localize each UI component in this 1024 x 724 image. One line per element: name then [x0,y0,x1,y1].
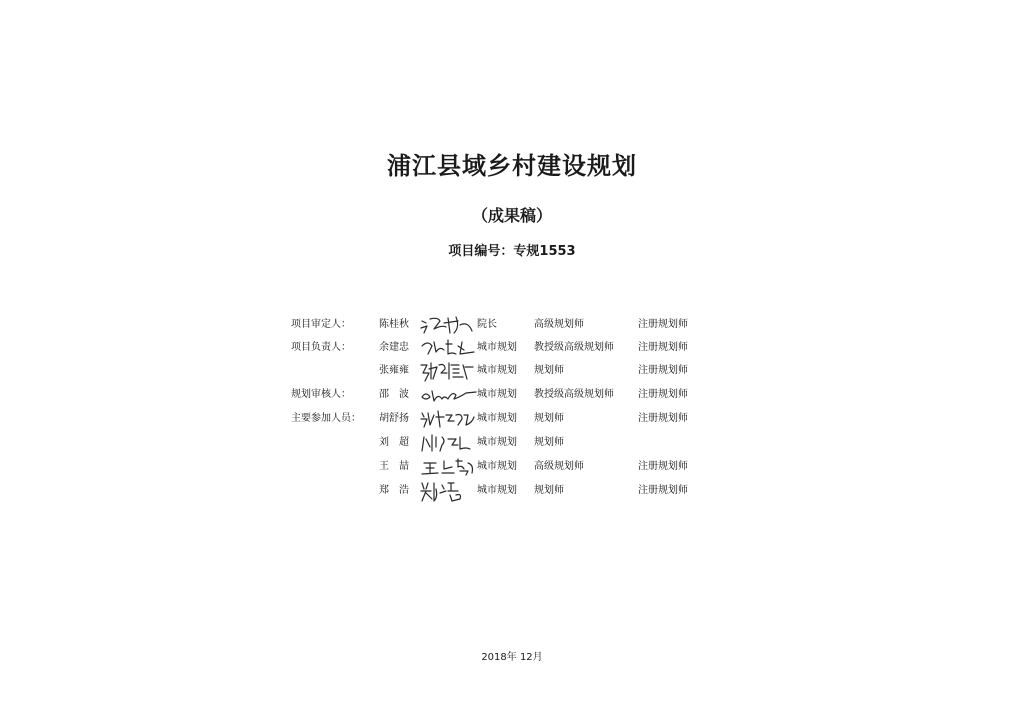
staff-department: 城市规划 [477,342,517,353]
document-date: 2018年 12月 [481,652,543,663]
staff-title: 规划师 [534,365,564,376]
signature-image [418,313,478,337]
signature-image [418,336,478,360]
staff-row [0,457,1024,477]
signature-image [418,383,478,407]
staff-name: 胡舒扬 [379,413,409,424]
signature-image [418,431,478,455]
staff-title: 规划师 [534,413,564,424]
staff-department: 院长 [477,319,497,330]
staff-title: 高级规划师 [534,461,584,472]
staff-name: 余建忠 [379,342,409,353]
staff-row [0,315,1024,335]
staff-name: 刘 超 [379,437,409,448]
staff-role: 项目负责人： [291,342,351,353]
staff-row [0,338,1024,358]
staff-title: 规划师 [534,437,564,448]
staff-row [0,409,1024,429]
staff-department: 城市规划 [477,461,517,472]
staff-title: 规划师 [534,485,564,496]
project-number: 项目编号：专规1553 [448,244,576,259]
staff-row [0,385,1024,405]
document-title: 浦江县域乡村建设规划 [387,152,637,180]
staff-certification: 注册规划师 [638,461,688,472]
staff-name: 张雍雍 [379,365,409,376]
signature-image [418,359,478,383]
staff-department: 城市规划 [477,389,517,400]
document-subtitle: （成果稿） [471,206,552,225]
staff-title: 教授级高级规划师 [534,389,614,400]
signature-image [418,479,478,503]
staff-row [0,433,1024,453]
staff-certification: 注册规划师 [638,365,688,376]
signature-image [418,407,478,431]
staff-name: 王 喆 [379,461,409,472]
staff-department: 城市规划 [477,437,517,448]
staff-row [0,361,1024,381]
staff-certification: 注册规划师 [638,413,688,424]
staff-role: 主要参加人员： [291,413,361,424]
staff-certification: 注册规划师 [638,319,688,330]
staff-name: 陈桂秋 [379,319,409,330]
staff-certification: 注册规划师 [638,389,688,400]
staff-department: 城市规划 [477,485,517,496]
staff-name: 邵 波 [379,389,409,400]
staff-certification: 注册规划师 [638,342,688,353]
staff-department: 城市规划 [477,365,517,376]
staff-department: 城市规划 [477,413,517,424]
staff-row [0,481,1024,501]
staff-role: 规划审核人： [291,389,351,400]
staff-title: 教授级高级规划师 [534,342,614,353]
staff-title: 高级规划师 [534,319,584,330]
staff-certification: 注册规划师 [638,485,688,496]
staff-role: 项目审定人： [291,319,351,330]
staff-name: 郑 浩 [379,485,409,496]
signature-image [418,455,478,479]
